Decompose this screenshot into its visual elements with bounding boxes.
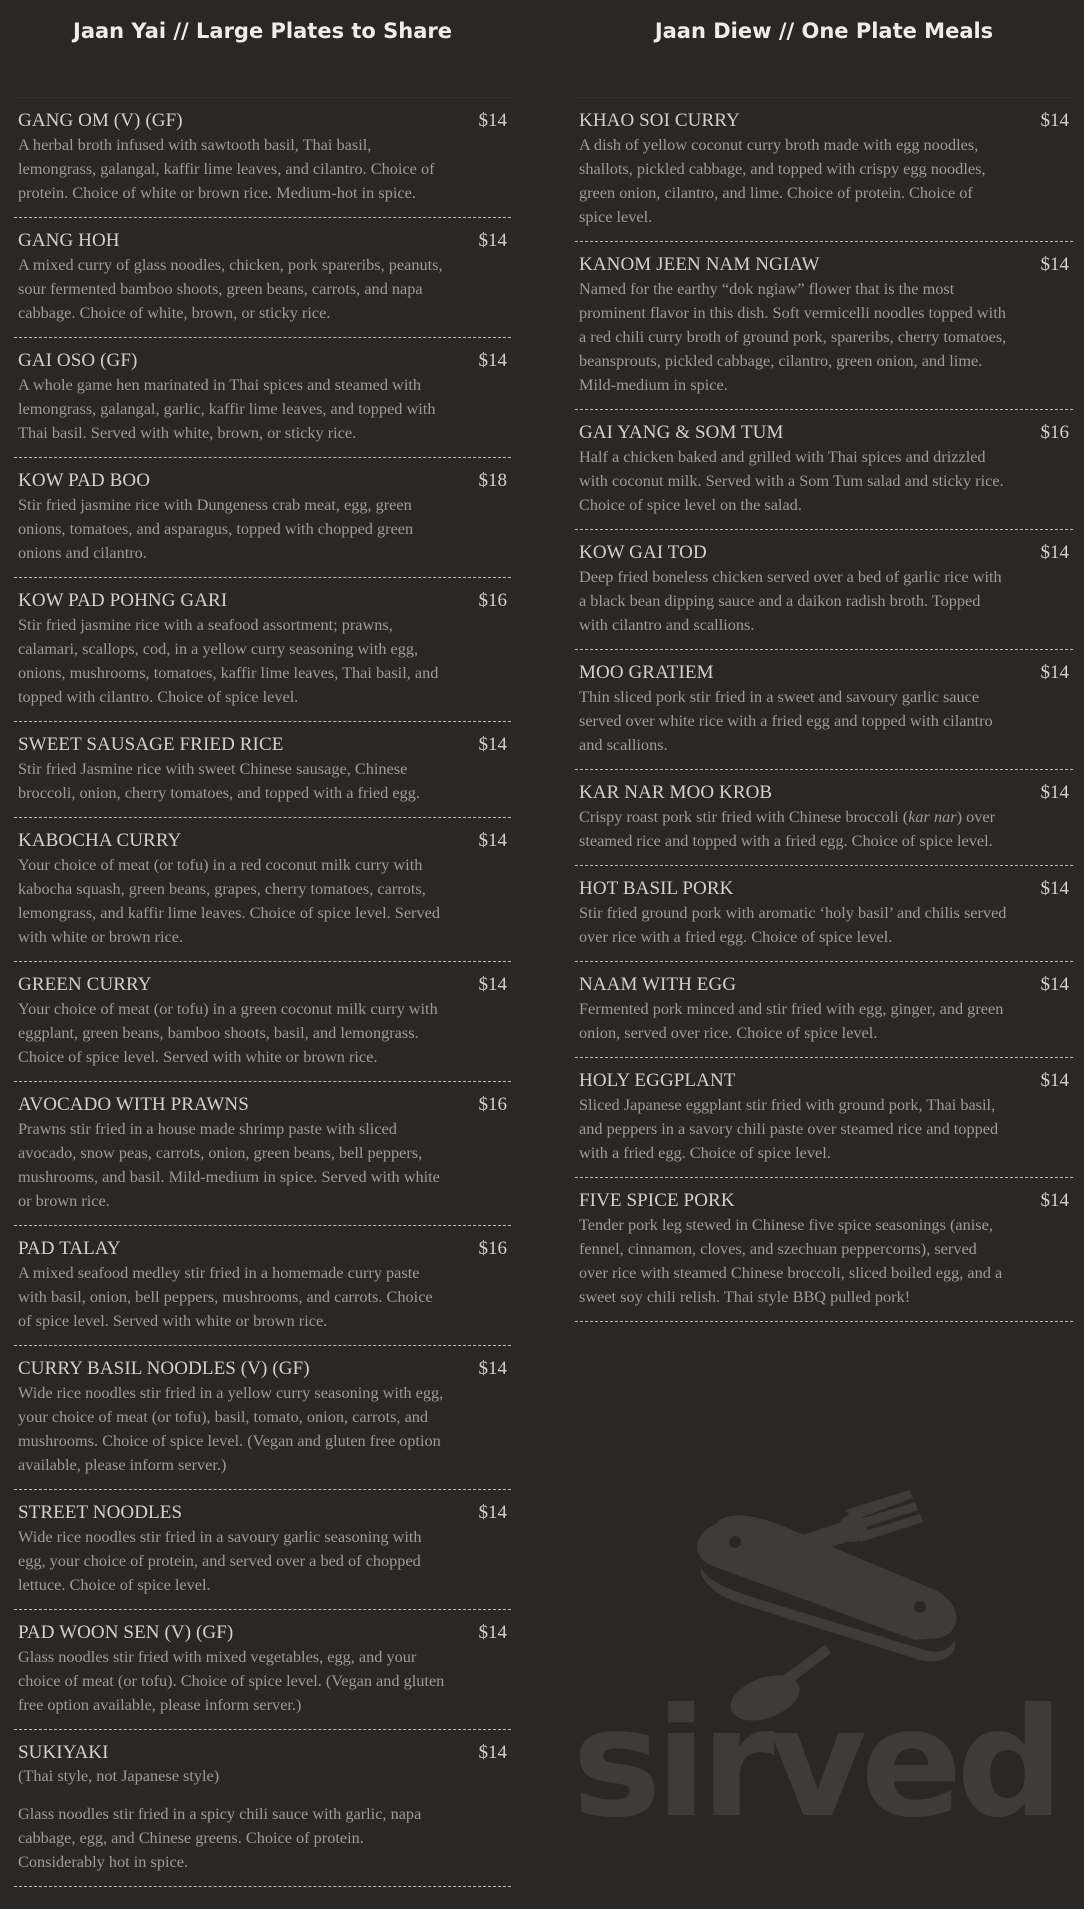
item-price: $14 [478,230,507,251]
item-price: $14 [1040,542,1069,563]
item-name: KHAO SOI CURRY [579,110,740,131]
item-description: Half a chicken baked and grilled with Thai spices and drizzled with coconut milk. Served with a Som Tum salad and sticky rice. Choice of spice level on the salad. [579,447,1004,514]
item-name: GANG HOH [18,230,120,251]
item-name: AVOCADO WITH PRAWNS [18,1094,249,1115]
item-name: GAI OSO (GF) [18,350,138,371]
item-price: $14 [1040,254,1069,275]
item-name: PAD WOON SEN (V) (GF) [18,1622,234,1643]
item-price: $16 [478,1238,507,1259]
item-name: HOT BASIL PORK [579,878,734,899]
item-description: Deep fried boneless chicken served over a bed of garlic rice with a black bean dipping sauce and a daikon radish broth. Topped with cilantro and scallions. [579,567,1002,634]
menu-item[interactable] [14,1730,511,1887]
item-price: $14 [478,734,507,755]
menu-item[interactable] [14,818,511,962]
item-name: SWEET SAUSAGE FRIED RICE [18,734,284,755]
item-price: $14 [1040,878,1069,899]
item-description: Fermented pork minced and stir fried with egg, ginger, and green onion, served over rice. Choice of spice level. [579,999,1004,1042]
item-description: Sliced Japanese eggplant stir fried with ground pork, Thai basil, and peppers in a savory chili paste over steamed rice and topped with a fried egg. Choice of spice level. [579,1095,999,1162]
item-price: $14 [478,110,507,131]
menu-item[interactable] [575,962,1073,1058]
item-description [579,805,1007,853]
item-price: $14 [478,1622,507,1643]
item-description: Stir fried jasmine rice with Dungeness crab meat, egg, green onions, tomatoes, and asparagus, topped with chopped green onions and cilantro. [18,495,414,562]
item-price: $16 [478,590,507,611]
item-name: KOW PAD BOO [18,470,151,491]
item-description: Glass noodles stir fried with mixed vegetables, egg, and your choice of meat (or tofu). Choice of spice level. (Vegan and gluten free option available, please inform server.) [18,1647,445,1714]
item-price: $14 [478,350,507,371]
item-price: $14 [478,1742,507,1763]
item-price: $16 [1040,422,1069,443]
item-description-text: ) over steamed rice and topped with a fried egg. Choice of spice level. [579,807,995,850]
menu-item[interactable] [575,410,1073,530]
item-price: $14 [1040,662,1069,683]
item-price: $14 [478,1502,507,1523]
item-subtitle: (Thai style, not Japanese style) [18,1766,220,1785]
menu-item[interactable] [14,218,511,338]
item-description: Stir fried jasmine rice with a seafood assortment; prawns, calamari, scallops, cod, in a yellow curry seasoning with egg, onions, mushrooms, tomatoes, kaffir lime leaves, Thai basil, and topped with cilantro. Choice of spice level. [18,615,439,706]
item-description: Thin sliced pork stir fried in a sweet and savoury garlic sauce served over white rice with a fried egg and topped with cilantro and scallions. [579,687,993,754]
right-menu-column [575,0,1073,1322]
item-description: Your choice of meat (or tofu) in a red coconut milk curry with kabocha squash, green beans, grapes, cherry tomatoes, carrots, lemongrass, and kaffir lime leaves. Choice of spice level. Served with white or brown rice. [18,855,440,946]
item-name: SUKIYAKI [18,1742,109,1763]
item-description: Tender pork leg stewed in Chinese five spice seasonings (anise, fennel, cinnamon, cloves, and szechuan peppercorns), served over rice with steamed Chinese broccoli, sliced boiled egg, and a sweet soy chili relish. Thai style BBQ pulled pork! [579,1215,1003,1306]
item-description: Prawns stir fried in a house made shrimp paste with sliced avocado, snow peas, carrots, onion, green beans, bell peppers, mushrooms, and basil. Mild-medium in spice. Served with white or brown rice. [18,1119,440,1210]
menu-item[interactable] [14,962,511,1082]
item-price: $14 [478,830,507,851]
item-description-emphasis: kar nar [908,807,957,826]
item-description: Your choice of meat (or tofu) in a green coconut milk curry with eggplant, green beans, bamboo shoots, basil, and lemongrass. Choice of spice level. Served with white or brown rice. [18,999,438,1066]
item-description: A herbal broth infused with sawtooth basil, Thai basil, lemongrass, galangal, kaffir lime leaves, and cilantro. Choice of protein. Choice of white or brown rice. Medium-hot in spice. [18,135,435,202]
menu-item[interactable] [575,98,1073,242]
item-name: FIVE SPICE PORK [579,1190,735,1211]
item-price: $14 [1040,974,1069,995]
sirved-logo [572,1470,1058,1851]
item-price: $18 [478,470,507,491]
menu-item[interactable] [14,458,511,578]
item-price: $14 [478,1358,507,1379]
menu-item[interactable] [14,1610,511,1730]
item-price: $14 [478,974,507,995]
menu-item[interactable] [14,1082,511,1226]
item-description: Glass noodles stir fried in a spicy chili sauce with garlic, napa cabbage, egg, and Chinese greens. Choice of protein. Considerably hot in spice. [18,1804,422,1871]
menu-item[interactable] [14,338,511,458]
item-name: STREET NOODLES [18,1502,183,1523]
menu-item[interactable] [14,98,511,218]
item-description: Stir fried Jasmine rice with sweet Chinese sausage, Chinese broccoli, onion, cherry tomatoes, and topped with a fried egg. [18,759,420,802]
menu-item[interactable] [14,1226,511,1346]
item-price: $16 [478,1094,507,1115]
item-description: Wide rice noodles stir fried in a savoury garlic seasoning with egg, your choice of protein, and served over a bed of chopped lettuce. Choice of spice level. [18,1527,422,1594]
section-title: Jaan Yai // Large Plates to Share [73,19,452,43]
item-price: $14 [1040,1070,1069,1091]
item-description: A mixed seafood medley stir fried in a homemade curry paste with basil, onion, bell peppers, mushrooms, and carrots. Choice of spice level. Served with white or brown rice. [18,1263,433,1330]
item-name: KANOM JEEN NAM NGIAW [579,254,820,275]
item-name: GAI YANG & SOM TUM [579,422,784,443]
menu-item[interactable] [14,1346,511,1490]
item-description: A dish of yellow coconut curry broth made with egg noodles, shallots, pickled cabbage, and topped with crispy egg noodles, green onion, cilantro, and lime. Choice of protein. Choice of spice level. [579,135,986,226]
item-name: KAR NAR MOO KROB [579,782,773,803]
item-price: $14 [1040,1190,1069,1211]
menu-item[interactable] [575,770,1073,866]
item-price: $14 [1040,782,1069,803]
item-name: GREEN CURRY [18,974,152,995]
item-price: $14 [1040,110,1069,131]
menu-item[interactable] [575,650,1073,770]
item-description: Wide rice noodles stir fried in a yellow curry seasoning with egg, your choice of meat (or tofu), basil, tomato, onion, carrots, and mushrooms. Choice of spice level. (Vegan and gluten free option available, please inform server.) [18,1383,444,1474]
item-description-text: Crispy roast pork stir fried with Chinese broccoli ( [579,807,909,826]
left-menu-column [14,0,511,1887]
item-name: MOO GRATIEM [579,662,714,683]
menu-item[interactable] [575,530,1073,650]
menu-item[interactable] [575,1058,1073,1178]
item-description: Stir fried ground pork with aromatic ‘holy basil’ and chilis served over rice with a fried egg. Choice of spice level. [579,903,1007,946]
menu-item[interactable] [14,1490,511,1610]
item-name: KOW PAD POHNG GARI [18,590,228,611]
item-description: Named for the earthy “dok ngiaw” flower that is the most prominent flavor in this dish. Soft vermicelli noodles topped with a red chili curry broth of ground pork, spareribs, cherry tomatoes, beansprouts, pickled cabbage, cilantro, green onion, and lime. Mild-medium in spice. [579,279,1007,394]
menu-item[interactable] [575,1178,1073,1322]
item-name: HOLY EGGPLANT [579,1070,736,1091]
item-name: PAD TALAY [18,1238,121,1259]
item-description: A mixed curry of glass noodles, chicken, pork spareribs, peanuts, sour fermented bamboo shoots, green beans, carrots, and napa cabbage. Choice of white, brown, or sticky rice. [18,255,443,322]
menu-item[interactable] [575,242,1073,410]
item-description: A whole game hen marinated in Thai spices and steamed with lemongrass, galangal, garlic, kaffir lime leaves, and topped with Thai basil. Served with white, brown, or sticky rice. [18,375,436,442]
section-title: Jaan Diew // One Plate Meals [654,19,994,43]
item-name: KABOCHA CURRY [18,830,182,851]
item-name: CURRY BASIL NOODLES (V) (GF) [18,1358,310,1379]
menu-item[interactable] [575,866,1073,962]
logo-wordmark: sirved [572,1677,1058,1851]
item-name: NAAM WITH EGG [579,974,737,995]
item-name: KOW GAI TOD [579,542,707,563]
menu-item[interactable] [14,578,511,722]
menu-item[interactable] [14,722,511,818]
item-name: GANG OM (V) (GF) [18,110,183,131]
